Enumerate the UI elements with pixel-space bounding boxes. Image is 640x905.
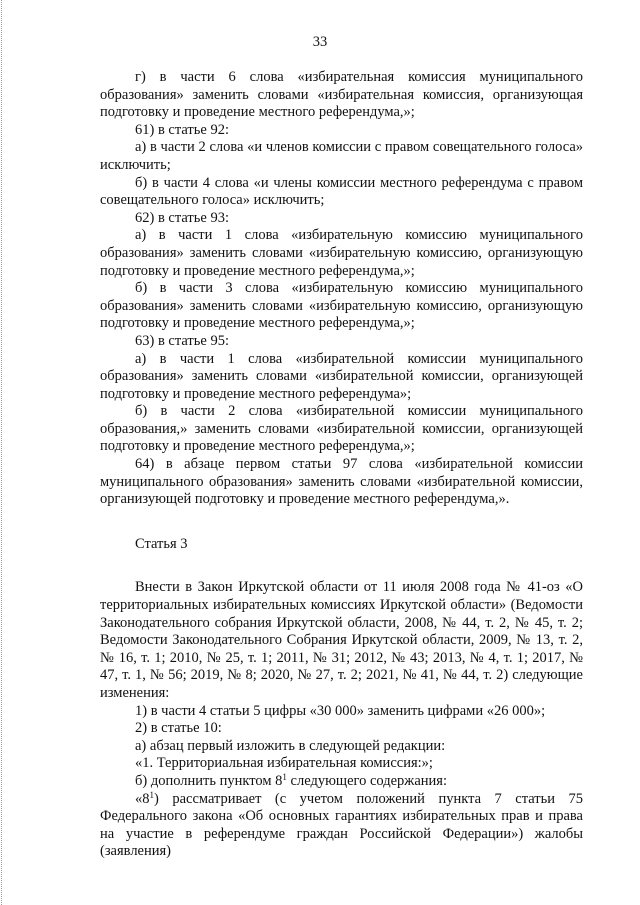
paragraph-2b-tail: следующего содержания: xyxy=(286,772,447,789)
document-body xyxy=(100,69,583,861)
paragraph-62a: а) в части 1 слова «избирательную комиссию муниципального образования» заменить словами «избирательную комиссию, организующую подготовку и проведение местного референдума,»; xyxy=(100,227,583,279)
paragraph-63a: а) в части 1 слова «избирательной комиссии муниципального образования» заменить словами «избирательной комиссии, организующей подготовку и проведение местного референдума»; xyxy=(100,350,583,402)
quoted-point-8-1 xyxy=(100,791,583,861)
page-number: 33 xyxy=(312,34,328,50)
item-61-heading: 61) в статье 92: xyxy=(135,121,229,138)
page-edge-dotted-line xyxy=(1,0,2,905)
superscript-1: 1 xyxy=(282,771,287,782)
paragraph-62b: б) в части 3 слова «избирательную комиссию муниципального образования» заменить словами «избирательную комиссию, организующую подготовку и проведение местного референдума,»; xyxy=(100,280,583,332)
item-2-heading: 2) в статье 10: xyxy=(135,720,222,737)
paragraph-63b: б) в части 2 слова «избирательной комиссии муниципального образования,» заменить словами «избирательной комиссии, организующей подготовку и проведение местного референдума,»; xyxy=(100,403,583,455)
item-1-part-4-article-5: 1) в части 4 статьи 5 цифры «30 000» заменить цифрами «26 000»; xyxy=(135,702,546,719)
paragraph-2b-text: б) дополнить пунктом 8 xyxy=(135,772,283,789)
quoted-point-1: «1. Территориальная избирательная комиссия:»; xyxy=(135,755,433,772)
paragraph-61b: б) в части 4 слова «и члены комиссии местного референдума с правом совещательного голоса» исключить; xyxy=(100,174,583,209)
quoted-point-8-1-open: «8 xyxy=(135,790,150,807)
article-3-heading: Статья 3 xyxy=(135,535,188,552)
item-63-heading: 63) в статье 95: xyxy=(135,332,229,349)
article-3-intro: Внести в Закон Иркутской области от 11 июля 2008 года № 41-оз «О территориальных избирательных комиссиях Иркутской области» (Ведомости Законодательного собрания Иркутской области, 2008, № 44, т. 2, № 45, т. 2; Ведомости Законодательного Собрания Иркутской области, 2009, № 13, т. 2, № 16, т. 1; 2010, № 25, т. 1; 2011, № 31; 2012, № 43; 2013, № 4, т. 1; 2017, № 47, т. 1, № 56; 2019, № 8; 2020, № 27, т. 2; 2021, № 41, № 44, т. 2) следующие изменения: xyxy=(100,579,583,701)
paragraph-g-part-6: г) в части 6 слова «избирательная комиссия муниципального образования» заменить словами «избирательная комиссия, организующая подготовку и проведение местного референдума,»; xyxy=(100,69,583,121)
paragraph-2a: а) абзац первый изложить в следующей редакции: xyxy=(135,737,446,754)
paragraph-61a: а) в части 2 слова «и членов комиссии с правом совещательного голоса» исключить; xyxy=(100,139,583,173)
paragraph-2b xyxy=(100,773,583,791)
item-62-heading: 62) в статье 93: xyxy=(135,209,229,226)
item-64: 64) в абзаце первом статьи 97 слова «избирательной комиссии муниципального образования» заменить словами «избирательной комиссии, организующей подготовку и проведение местного референдума,». xyxy=(100,456,583,508)
quoted-point-8-1-text: ) рассматривает (с учетом положений пункта 7 статьи 75 Федерального закона «Об основных гарантиях избирательных прав и права на участие в референдуме граждан Российской Федерации») жалобы (заявления) xyxy=(100,790,583,860)
superscript-1: 1 xyxy=(149,789,154,800)
